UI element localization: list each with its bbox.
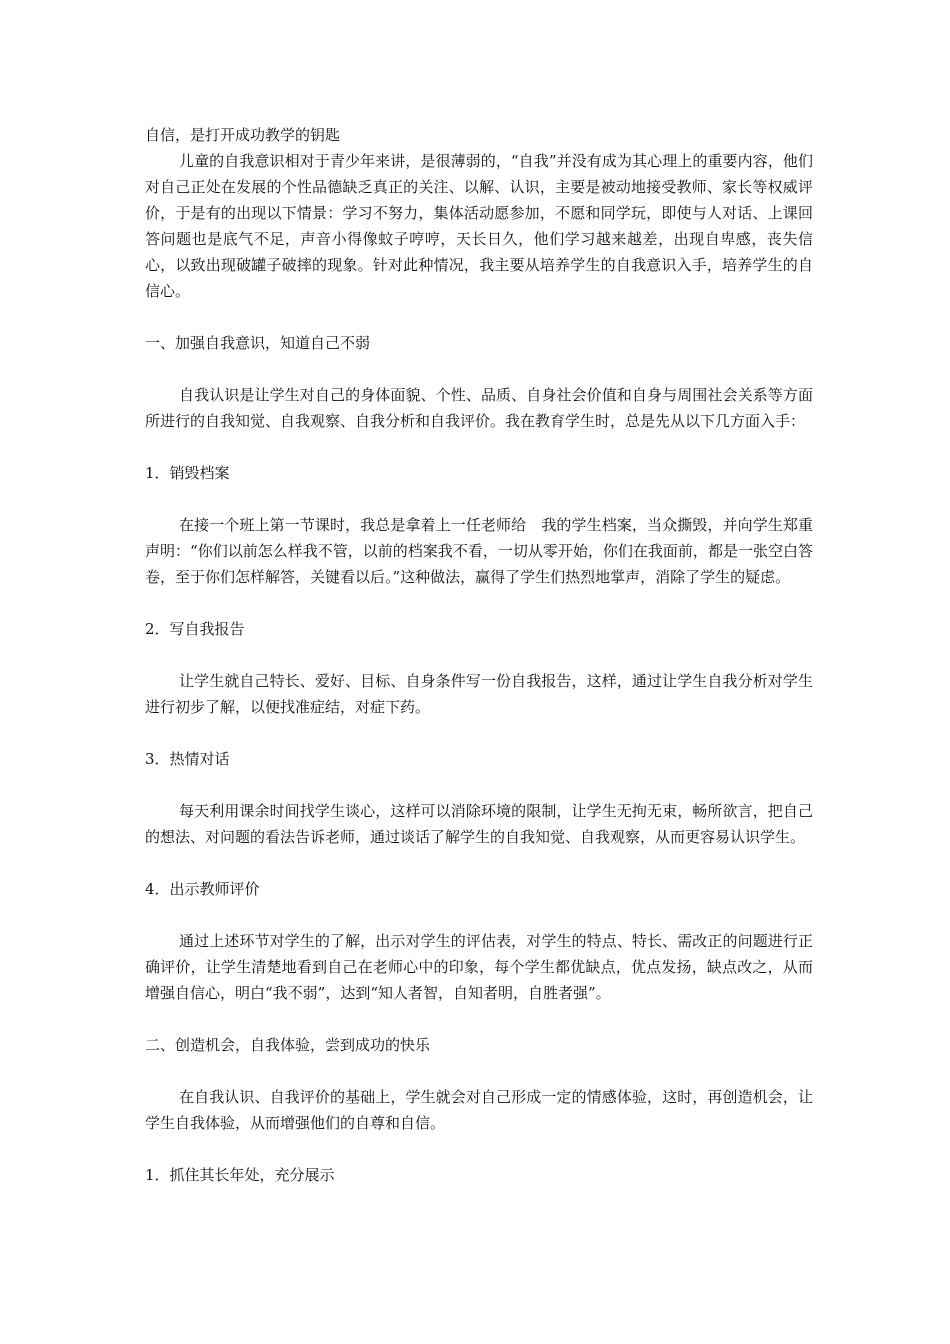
- section-1-heading: 一、加强自我意识，知道自己不弱: [145, 334, 371, 352]
- spacer: [145, 772, 813, 798]
- document-page: [145, 122, 813, 1188]
- document-title: 自信，是打开成功教学的钥匙: [145, 126, 341, 144]
- intro-paragraph: 儿童的自我意识相对于青少年来讲，是很薄弱的，“自我”并没有成为其心理上的重要内容，他们对自己正处在发展的个性品德缺乏真正的关注、以解、认识，主要是被动地接受教师、家长等权威评价，于是有的出现以下情景：学习不努力，集体活动愿参加，不愿和同学玩，即使与人对话、上课回答问题也是底气不足，声音小得像蚊子哼哼，天长日久，他们学习越来越差，出现自卑感，丧失信心，以致出现破罐子破摔的现象。针对此种情况，我主要从培养学生的自我意识入手，培养学生的自信心。: [145, 152, 813, 300]
- spacer: [145, 642, 813, 668]
- item-3-paragraph: 每天利用课余时间找学生谈心，这样可以消除环境的限制，让学生无拘无束，畅所欲言，把自己的想法、对问题的看法告诉老师，通过谈话了解学生的自我知觉、自我观察，从而更容易认识学生。: [145, 802, 813, 846]
- spacer: [145, 1058, 813, 1084]
- item-1-paragraph: 在接一个班上第一节课时，我总是拿着上一任老师给 我的学生档案，当众撕毁，并向学生郑重声明：“你们以前怎么样我不管，以前的档案我不看，一切从零开始，你们在我面前，都是一张空白答卷，至于你们怎样解答，关键看以后。”这种做法，赢得了学生们热烈地掌声，消除了学生的疑虑。: [145, 516, 813, 586]
- section-1-paragraph: 自我认识是让学生对自己的身体面貌、个性、品质、自身社会价值和自身与周围社会关系等方面所进行的自我知觉、自我观察、自我分析和自我评价。我在教育学生时，总是先从以下几方面入手：: [145, 386, 813, 430]
- item-4-heading: 4．出示教师评价: [145, 880, 260, 898]
- spacer: [145, 902, 813, 928]
- spacer: [145, 434, 813, 460]
- item-3-heading: 3．热情对话: [145, 750, 230, 768]
- section-2-item-1-heading: 1．抓住其长年处，充分展示: [145, 1166, 335, 1184]
- item-4-paragraph: 通过上述环节对学生的了解，出示对学生的评估表，对学生的特点、特长、需改正的问题进行正确评价，让学生清楚地看到自己在老师心中的印象，每个学生都优缺点，优点发扬，缺点改之，从而增强自信心，明白“我不弱”，达到“知人者智，自知者明，自胜者强”。: [145, 932, 813, 1002]
- item-2-heading: 2．写自我报告: [145, 620, 245, 638]
- item-1-heading: 1．销毁档案: [145, 464, 230, 482]
- item-2-paragraph: 让学生就自己特长、爱好、目标、自身条件写一份自我报告，这样，通过让学生自我分析对学生进行初步了解，以便找准症结，对症下药。: [145, 672, 813, 716]
- spacer: [145, 486, 813, 512]
- section-2-paragraph: 在自我认识、自我评价的基础上，学生就会对自己形成一定的情感体验，这时，再创造机会，让学生自我体验，从而增强他们的自尊和自信。: [145, 1088, 813, 1132]
- section-2-heading: 二、创造机会，自我体验，尝到成功的快乐: [145, 1036, 431, 1054]
- spacer: [145, 590, 813, 616]
- spacer: [145, 356, 813, 382]
- spacer: [145, 720, 813, 746]
- spacer: [145, 304, 813, 330]
- spacer: [145, 1136, 813, 1162]
- spacer: [145, 850, 813, 876]
- spacer: [145, 1006, 813, 1032]
